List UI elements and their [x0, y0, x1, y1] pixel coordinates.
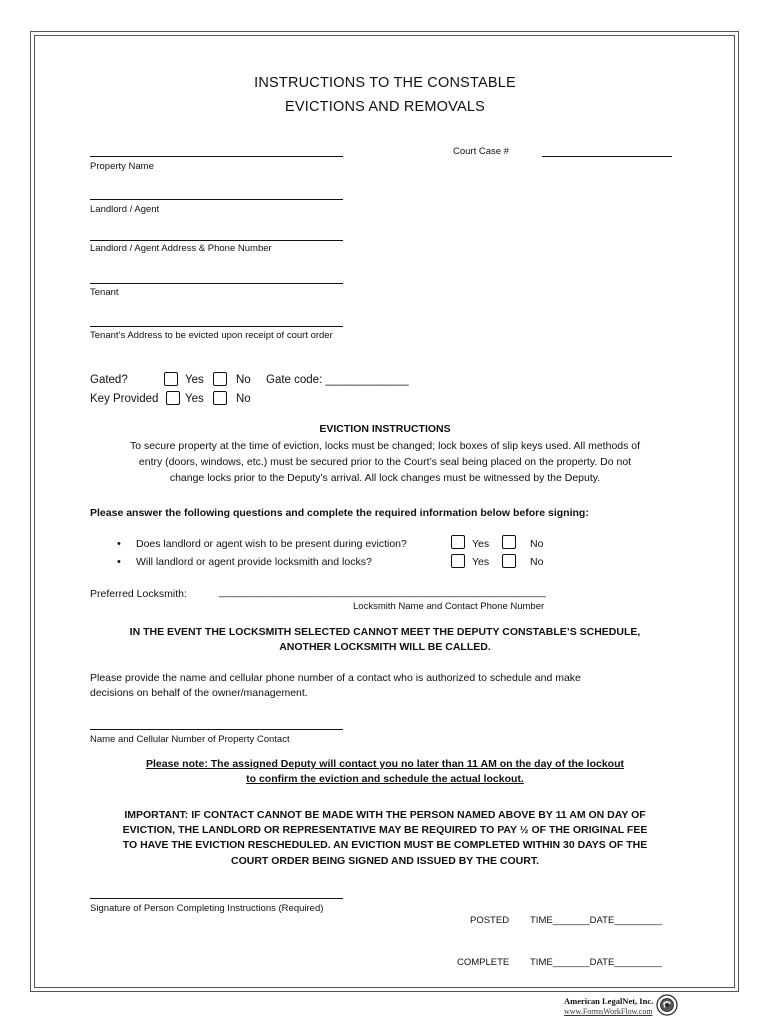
preferred-locksmith-caption: Locksmith Name and Contact Phone Number	[353, 601, 545, 612]
important-line1: IMPORTANT: IF CONTACT CANNOT BE MADE WITH THE PERSON NAMED ABOVE BY 11 AM ON DAY OF	[124, 809, 646, 821]
footer-logo	[560, 992, 680, 1020]
key-yes-checkbox[interactable]	[166, 391, 180, 405]
bullet-icon: •	[117, 556, 121, 568]
posted-time-date-field[interactable]: TIME_______DATE_________	[530, 915, 662, 926]
preferred-locksmith-label: Preferred Locksmith:	[90, 588, 187, 600]
present-no-checkbox[interactable]	[502, 535, 516, 549]
important-line3: TO HAVE THE EVICTION RESCHEDULED. AN EVICTION MUST BE COMPLETED WITHIN 30 DAYS OF THE	[122, 839, 648, 851]
landlord-agent-field[interactable]	[90, 199, 343, 200]
locksmith-no-label: No	[530, 556, 544, 568]
bullet-icon: •	[117, 538, 121, 550]
locksmith-no-checkbox[interactable]	[502, 554, 516, 568]
preferred-locksmith-field[interactable]: ________________________________________________________	[219, 586, 547, 598]
form-title: INSTRUCTIONS TO THE CONSTABLE	[254, 75, 516, 91]
gated-yes-checkbox[interactable]	[164, 372, 178, 386]
eviction-text-line3: change locks prior to the Deputy’s arrival. All lock changes must be witnessed by the Deputy.	[169, 472, 601, 484]
footer-company: American LegalNet, Inc.	[564, 996, 654, 1006]
complete-time-date-field[interactable]: TIME_______DATE_________	[530, 957, 662, 968]
complete-label: COMPLETE	[457, 957, 510, 968]
question-locksmith: Will landlord or agent provide locksmith and locks?	[136, 556, 372, 568]
landlord-address-field[interactable]	[90, 240, 343, 241]
present-no-label: No	[530, 538, 544, 550]
contact-text-line2: decisions on behalf of the owner/management.	[90, 687, 308, 699]
landlord-agent-label: Landlord / Agent	[90, 204, 160, 215]
gate-code-field[interactable]: Gate code: _____________	[266, 374, 409, 386]
key-no-label: No	[236, 393, 251, 405]
property-name-label: Property Name	[90, 161, 154, 172]
court-case-label: Court Case #	[453, 146, 509, 157]
court-case-field[interactable]	[542, 156, 672, 157]
key-yes-label: Yes	[185, 393, 204, 405]
gated-yes-label: Yes	[185, 374, 204, 386]
question-present: Does landlord or agent wish to be present during eviction?	[136, 538, 407, 550]
questions-intro: Please answer the following questions and complete the required information below before signing:	[90, 507, 589, 519]
present-yes-checkbox[interactable]	[451, 535, 465, 549]
landlord-address-label: Landlord / Agent Address & Phone Number	[90, 243, 272, 254]
contact-text-line1: Please provide the name and cellular phone number of a contact who is authorized to schedule and make	[90, 672, 581, 684]
event-notice-line1: IN THE EVENT THE LOCKSMITH SELECTED CANNOT MEET THE DEPUTY CONSTABLE’S SCHEDULE,	[129, 626, 641, 638]
property-name-field[interactable]	[90, 156, 343, 157]
signature-caption: Signature of Person Completing Instructions (Required)	[90, 903, 324, 914]
eviction-heading: EVICTION INSTRUCTIONS	[319, 423, 451, 435]
contact-field[interactable]	[90, 729, 343, 730]
note-line1: Please note: The assigned Deputy will contact you no later than 11 AM on the day of the lockout	[145, 758, 625, 770]
footer-url[interactable]: www.FormsWorkFlow.com	[564, 1007, 653, 1016]
gated-no-label: No	[236, 374, 251, 386]
tenant-address-label: Tenant’s Address to be evicted upon receipt of court order	[90, 330, 333, 341]
globe-icon	[656, 994, 678, 1016]
form-subtitle: EVICTIONS AND REMOVALS	[285, 99, 485, 115]
locksmith-yes-checkbox[interactable]	[451, 554, 465, 568]
key-no-checkbox[interactable]	[213, 391, 227, 405]
eviction-text-line1: To secure property at the time of eviction, locks must be changed; lock boxes of slip keys used. All methods of	[129, 440, 641, 452]
key-provided-label: Key Provided	[90, 393, 159, 405]
posted-label: POSTED	[470, 915, 510, 926]
eviction-text-line2: entry (doors, windows, etc.) must be secured prior to the Court’s seal being placed on the property. Do not	[138, 456, 632, 468]
gated-label: Gated?	[90, 374, 128, 386]
tenant-address-field[interactable]	[90, 326, 343, 327]
important-line4: COURT ORDER BEING SIGNED AND ISSUED BY THE COURT.	[230, 855, 540, 867]
present-yes-label: Yes	[472, 538, 490, 550]
locksmith-yes-label: Yes	[472, 556, 490, 568]
event-notice-line2: ANOTHER LOCKSMITH WILL BE CALLED.	[279, 641, 491, 653]
tenant-field[interactable]	[90, 283, 343, 284]
note-line2: to confirm the eviction and schedule the actual lockout.	[246, 773, 524, 785]
tenant-label: Tenant	[90, 287, 119, 298]
contact-caption: Name and Cellular Number of Property Contact	[90, 734, 290, 745]
signature-field[interactable]	[90, 898, 343, 899]
gated-no-checkbox[interactable]	[213, 372, 227, 386]
important-line2: EVICTION, THE LANDLORD OR REPRESENTATIVE MAY BE REQUIRED TO PAY ½ OF THE ORIGINAL FEE	[122, 824, 648, 836]
